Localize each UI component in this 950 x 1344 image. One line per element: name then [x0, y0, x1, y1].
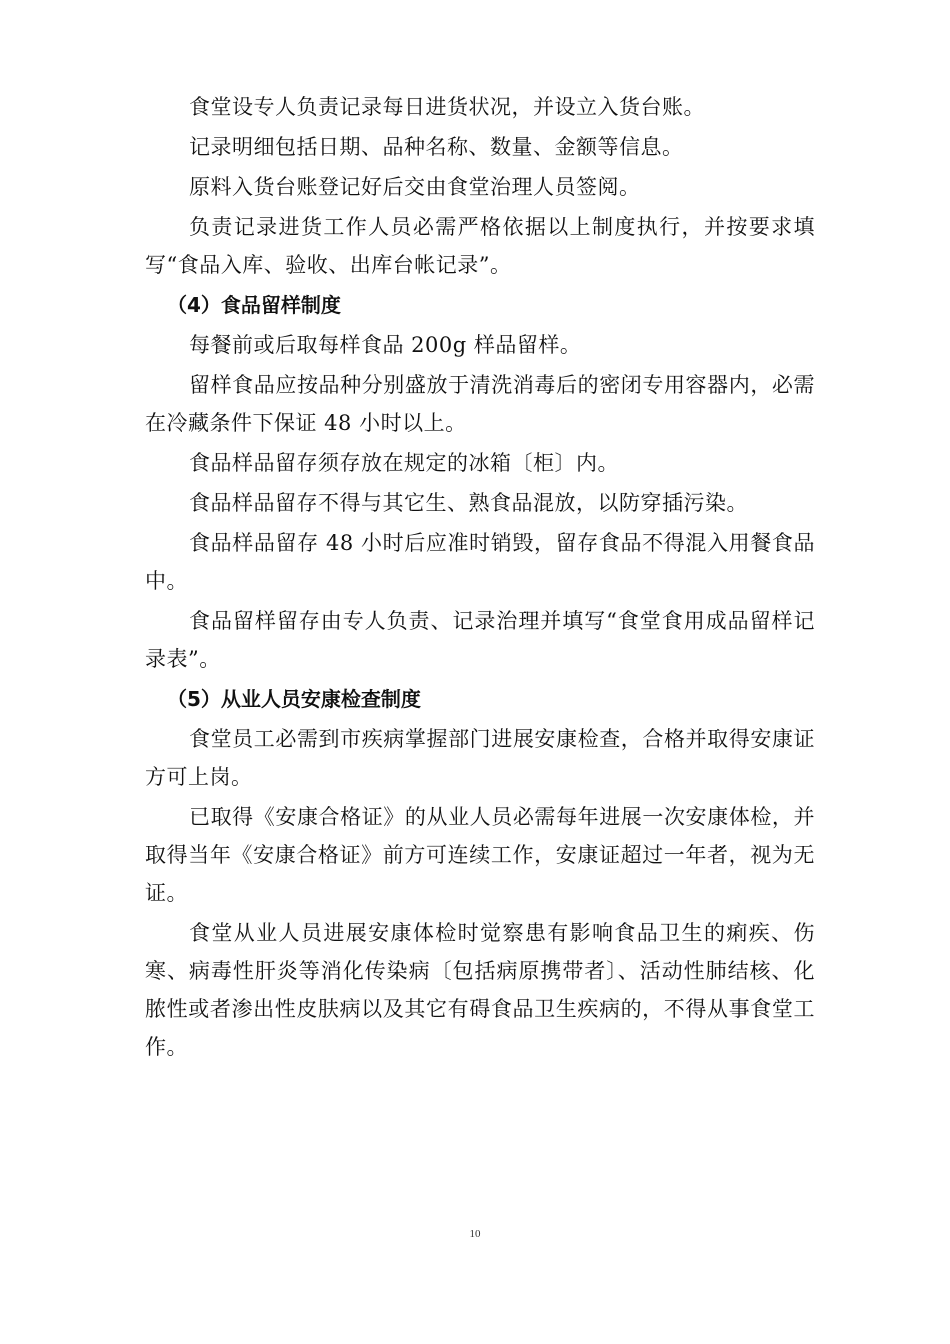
- paragraph: 已取得《安康合格证》的从业人员必需每年进展一次安康体检，并取得当年《安康合格证》前方可连续工作，安康证超过一年者，视为无证。: [145, 805, 815, 905]
- section-heading: （4）食品留样制度: [167, 293, 341, 317]
- paragraph: 食堂设专人负责记录每日进货状况，并设立入货台账。: [189, 95, 705, 119]
- paragraph: 食品样品留存不得与其它生、熟食品混放，以防穿插污染。: [189, 491, 748, 515]
- paragraph: 食堂从业人员进展安康体检时觉察患有影响食品卫生的痢疾、伤寒、病毒性肝炎等消化传染病〔包括病原携带者〕、活动性肺结核、化脓性或者渗出性皮肤病以及其它有碍食品卫生疾病的，不得从事食堂工作。: [145, 921, 815, 1059]
- paragraph: 留样食品应按品种分别盛放于清洗消毒后的密闭专用容器内，必需在冷藏条件下保证 48 小时以上。: [145, 373, 815, 435]
- document-body: [145, 88, 815, 1068]
- paragraph: 食堂员工必需到市疾病掌握部门进展安康检查，合格并取得安康证方可上岗。: [145, 727, 815, 789]
- paragraph: 负责记录进货工作人员必需严格依据以上制度执行，并按要求填写“食品入库、验收、出库台帐记录”。: [145, 215, 815, 277]
- paragraph: 食品样品留存须存放在规定的冰箱〔柜〕内。: [189, 451, 619, 475]
- section-heading: （5）从业人员安康检查制度: [167, 687, 421, 711]
- paragraph: 食品样品留存 48 小时后应准时销毁，留存食品不得混入用餐食品中。: [145, 531, 815, 593]
- page-number: 10: [469, 1228, 481, 1240]
- paragraph: 原料入货台账登记好后交由食堂治理人员签阅。: [189, 175, 641, 199]
- paragraph: 食品留样留存由专人负责、记录治理并填写“食堂食用成品留样记录表”。: [145, 609, 815, 671]
- paragraph: 记录明细包括日期、品种名称、数量、金额等信息。: [189, 135, 684, 159]
- paragraph: 每餐前或后取每样食品 200g 样品留样。: [189, 333, 582, 357]
